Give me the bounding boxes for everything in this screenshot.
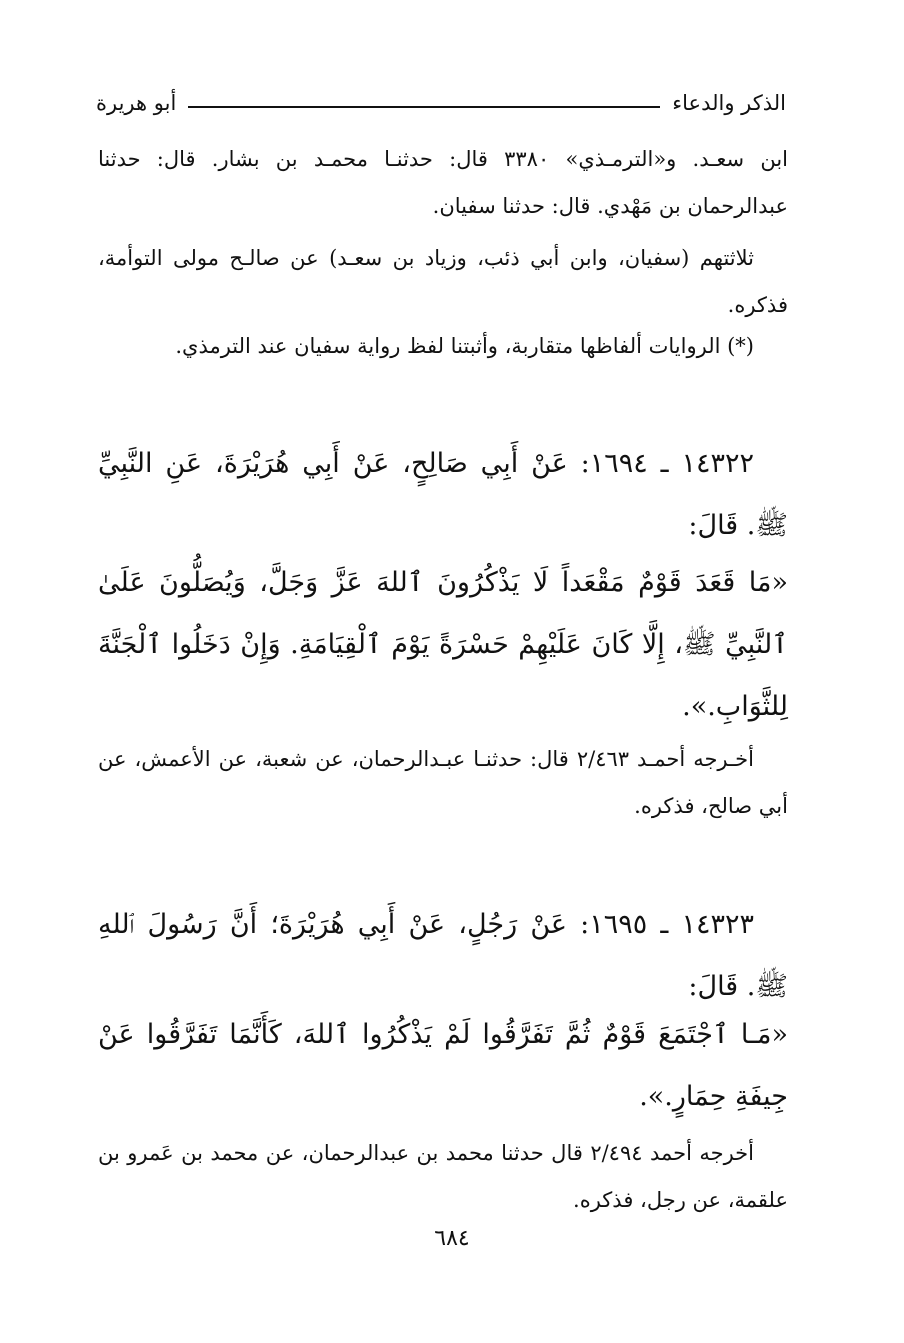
hadith-1-intro: ١٤٣٢٢ ـ ١٦٩٤: عَنْ أَبِي صَالِحٍ، عَنْ أَبِي هُرَيْرَةَ، عَنِ النَّبِيِّ ﷺ. قَالَ: [98,448,788,541]
page-number: ٦٨٤ [434,1226,470,1251]
hadith-1-takhrij: أخـرجه أحمـد ٢/٤٦٣ قال: حدثنـا عبـدالرحمان، عن شعبة، عن الأعمش، عن أبي صالح، فذكره. [98,747,788,818]
footnote: (*) الروايات ألفاظها متقاربة، وأثبتنا لفظ رواية سفيان عند الترمذي. [175,334,754,358]
hadith-2-takhrij: أخرجه أحمد ٢/٤٩٤ قال حدثنا محمد بن عبدالرحمان، عن محمد بن عَمرو بن علقمة، عن رجل، فذكره. [98,1141,788,1212]
hadith-2-text: «مَـا ٱجْتَمَعَ قَوْمٌ ثُمَّ تَفَرَّقُوا لَمْ يَذْكُرُوا ٱللهَ، كَأَنَّمَا تَفَرَّقُوا عَنْ جِيفَةِ حِمَارٍ.». [98,1019,788,1112]
chapter-title: الذكر والدعاء [672,91,786,115]
hadith-1-text: «مَا قَعَدَ قَوْمٌ مَقْعَداً لَا يَذْكُرُونَ ٱللهَ عَزَّ وَجَلَّ، وَيُصَلُّونَ عَلَىٰ ٱلنَّبِيِّ ﷺ، إِلَّا كَانَ عَلَيْهِمْ حَسْرَةً يَوْمَ ٱلْقِيَامَةِ. وَإِنْ دَخَلُوا ٱلْجَنَّةَ لِلثَّوَابِ.». [98,567,788,722]
hadith-2-intro: ١٤٣٢٣ ـ ١٦٩٥: عَنْ رَجُلٍ، عَنْ أَبِي هُرَيْرَةَ؛ أَنَّ رَسُولَ ٱللهِ ﷺ. قَالَ: [98,909,788,1002]
paragraph-chains: ثلاثتهم (سفيان، وابن أبي ذئب، وزياد بن سعـد) عن صالـح مولى التوأمة، فذكره. [98,246,788,317]
header-rule [188,106,660,108]
narrator-name: أبو هريرة [96,91,177,115]
running-header [96,86,786,120]
paragraph-continuation: ابن سعـد. و«الترمـذي» ٣٣٨٠ قال: حدثنـا محمـد بن بشار. قال: حدثنا عبدالرحمان بن مَهْدي. قال: حدثنا سفيان. [98,147,788,218]
